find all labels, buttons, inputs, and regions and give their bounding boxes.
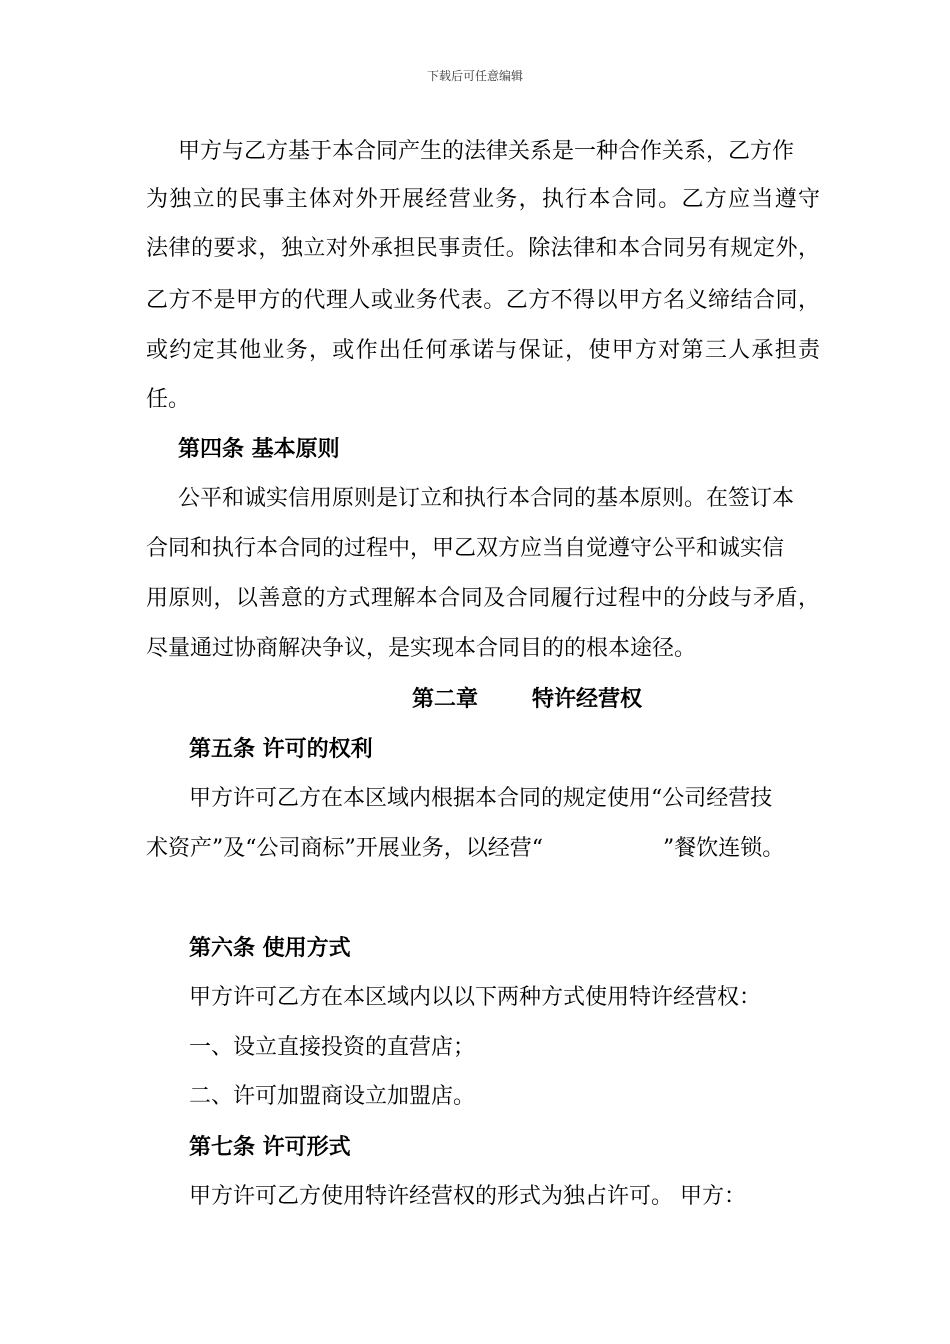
article3-line-5: 或约定其他业务，或作出任何承诺与保证，使甲方对第三人承担责 — [146, 338, 820, 363]
chapter-heading — [412, 684, 642, 714]
article3-line-2: 为独立的民事主体对外开展经营业务，执行本合同。乙方应当遵守 — [146, 187, 820, 212]
article6-line-2: 一、设立直接投资的直营店； — [189, 1035, 476, 1060]
article4-line-3: 用原则，以善意的方式理解本合同及合同履行过程中的分歧与矛盾， — [146, 586, 820, 611]
article6-line-1: 甲方许可乙方在本区域内以以下两种方式使用特许经营权： — [189, 985, 762, 1010]
article3-line-3: 法律的要求，独立对外承担民事责任。除法律和本合同另有规定外， — [146, 236, 820, 261]
article5-line-2-after: ”餐饮连锁。 — [663, 836, 785, 861]
article3-line-4: 乙方不是甲方的代理人或业务代表。乙方不得以甲方名义缔结合同， — [146, 288, 820, 313]
article7-title: 第七条 许可形式 — [189, 1134, 351, 1160]
article6-line-3: 二、许可加盟商设立加盟店。 — [189, 1084, 476, 1109]
article3-line-6: 任。 — [146, 387, 191, 412]
article7-line-1: 甲方许可乙方使用特许经营权的形式为独占许可。 甲方： — [189, 1184, 746, 1209]
article4-line-2: 合同和执行本合同的过程中，甲乙双方应当自觉遵守公平和诚实信 — [146, 536, 785, 561]
chapter-title: 特许经营权 — [532, 686, 643, 712]
article6-title: 第六条 使用方式 — [189, 935, 351, 961]
article5-line-1: 甲方许可乙方在本区域内根据本合同的规定使用“公司经营技 — [189, 786, 773, 811]
article4-line-1: 公平和诚实信用原则是订立和执行本合同的基本原则。在签订本 — [178, 486, 795, 511]
chapter-number: 第二章 — [412, 686, 479, 712]
page-header: 下载后可任意编辑 — [426, 69, 523, 83]
article4-line-4: 尽量通过协商解决争议，是实现本合同目的的根本途径。 — [146, 636, 697, 661]
article5-line-2-before: 术资产”及“公司商标”开展业务，以经营“ — [146, 836, 543, 861]
article5-line-2 — [146, 834, 784, 864]
article5-title: 第五条 许可的权利 — [189, 736, 373, 762]
article4-title: 第四条 基本原则 — [178, 436, 340, 462]
article3-line-1: 甲方与乙方基于本合同产生的法律关系是一种合作关系，乙方作 — [178, 139, 795, 164]
